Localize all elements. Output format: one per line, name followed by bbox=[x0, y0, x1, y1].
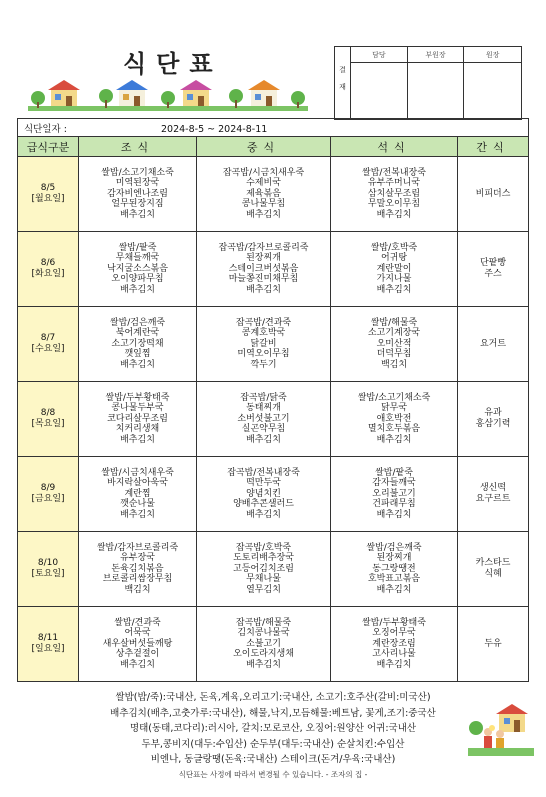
menu-item: 오미산적 bbox=[376, 338, 412, 349]
menu-item: 열무김치 bbox=[246, 584, 281, 595]
menu-item: 계란말이 bbox=[376, 263, 412, 274]
origin-line: 비엔나, 동글랑땡(돈육:국내산) 스테이크(돈겨/우육:국내산) bbox=[150, 754, 396, 765]
menu-item: 주스 bbox=[484, 269, 502, 279]
menu-item: 잡곡밥/해물죽 bbox=[235, 617, 292, 628]
day-row bbox=[18, 607, 529, 682]
day-date: 8/7 bbox=[40, 333, 56, 344]
menu-item: 어귀탕 bbox=[380, 253, 408, 264]
date-row bbox=[18, 119, 529, 137]
day-weekday: [금요일] bbox=[31, 494, 65, 504]
menu-item: 콩나물두부국 bbox=[111, 403, 164, 414]
col-header-category: 급식구분 bbox=[18, 137, 79, 157]
day-row bbox=[18, 157, 529, 232]
breakfast-cell bbox=[79, 457, 197, 532]
menu-item: 쌀밥/해물죽 bbox=[370, 317, 418, 328]
menu-item: 된장찌개 bbox=[246, 253, 281, 264]
dinner-cell bbox=[331, 232, 458, 307]
menu-item: 동그랑땡전 bbox=[372, 563, 416, 574]
menu-item: 쌀밥/감자브로콜리죽 bbox=[96, 542, 179, 553]
dinner-cell bbox=[331, 382, 458, 457]
menu-item: 된장찌개 bbox=[376, 553, 412, 564]
menu-item: 소고기계장국 bbox=[367, 328, 421, 339]
menu-item: 쌀밥/호박죽 bbox=[370, 242, 418, 253]
approval-col-staff: 담당 bbox=[351, 47, 408, 63]
meal-table bbox=[17, 118, 529, 682]
approval-col-director: 원장 bbox=[464, 47, 521, 63]
menu-item: 쌀밥/시금치새우죽 bbox=[101, 467, 174, 478]
day-date: 8/8 bbox=[40, 408, 56, 419]
snack-cell bbox=[458, 382, 529, 457]
menu-item: 오징어무국 bbox=[372, 628, 416, 639]
menu-item: 오이양파무침 bbox=[111, 274, 164, 285]
menu-item: 유부주머니국 bbox=[367, 178, 421, 189]
menu-item: 소버섯불고기 bbox=[237, 413, 290, 424]
menu-item: 김치콩나물국 bbox=[237, 628, 290, 639]
col-header-breakfast: 조식 bbox=[79, 137, 197, 157]
menu-item: 비피더스 bbox=[475, 188, 511, 199]
dinner-cell bbox=[331, 157, 458, 232]
breakfast-cell bbox=[79, 232, 197, 307]
menu-item: 쌀밥/팥죽 bbox=[375, 467, 413, 478]
menu-item: 배추김치 bbox=[246, 209, 281, 220]
approval-box bbox=[334, 46, 522, 120]
menu-item: 배추김치 bbox=[246, 284, 281, 295]
menu-item: 깻순나물 bbox=[120, 499, 155, 510]
menu-item: 감자들깨국 bbox=[372, 478, 416, 489]
menu-item: 어묵국 bbox=[124, 628, 151, 639]
menu-item: 소불고기 bbox=[246, 638, 281, 649]
menu-item: 잡곡밥/전복내장죽 bbox=[227, 467, 300, 478]
day-date: 8/10 bbox=[37, 558, 59, 569]
menu-item: 무채나물 bbox=[246, 574, 281, 585]
menu-item: 애호박전 bbox=[376, 413, 412, 424]
menu-item: 닭무국 bbox=[380, 403, 408, 414]
origin-line: 쌀밥(밥/죽):국내산, 돈육,계육,오리고기:국내산, 소고기:호주산(갈비:미국산) bbox=[115, 692, 431, 703]
day-row bbox=[18, 382, 529, 457]
menu-item: 백김치 bbox=[380, 359, 408, 370]
day-cell bbox=[18, 157, 79, 232]
snack-cell bbox=[458, 532, 529, 607]
menu-item: 쌀밥/두부황태죽 bbox=[105, 392, 170, 403]
approval-col-vice: 부원장 bbox=[408, 47, 465, 63]
menu-item: 도토리배추장국 bbox=[233, 553, 294, 564]
day-cell bbox=[18, 532, 79, 607]
day-weekday: [월요일] bbox=[31, 194, 65, 204]
menu-item: 생신떡 bbox=[479, 483, 507, 494]
breakfast-cell bbox=[79, 607, 197, 682]
day-date: 8/6 bbox=[40, 258, 56, 269]
menu-item: 무채들깨국 bbox=[115, 253, 160, 264]
menu-item: 계란장조림 bbox=[372, 638, 416, 649]
menu-item: 마늘쫑진미채무침 bbox=[228, 274, 299, 285]
approval-sign-staff[interactable] bbox=[351, 63, 408, 119]
houses-illustration bbox=[28, 76, 308, 112]
snack-cell bbox=[458, 157, 529, 232]
breakfast-cell bbox=[79, 532, 197, 607]
header bbox=[0, 0, 546, 118]
menu-item: 건파래무침 bbox=[372, 499, 416, 510]
menu-item: 요구르트 bbox=[475, 494, 511, 504]
menu-item: 배추김치 bbox=[246, 434, 281, 445]
day-weekday: [수요일] bbox=[31, 344, 65, 354]
day-cell bbox=[18, 607, 79, 682]
date-label: 식단일자 : bbox=[24, 123, 67, 135]
day-date: 8/9 bbox=[40, 483, 56, 494]
menu-item: 배추김치 bbox=[246, 659, 281, 670]
menu-item: 쌀밥/검은깨죽 bbox=[109, 317, 166, 328]
menu-item: 낙지굴소스볶음 bbox=[107, 263, 168, 274]
snack-cell bbox=[458, 232, 529, 307]
approval-sign-vice[interactable] bbox=[408, 63, 465, 119]
menu-item: 스테이크버섯볶음 bbox=[228, 263, 299, 274]
snack-cell bbox=[458, 307, 529, 382]
menu-item: 배추김치 bbox=[376, 509, 412, 520]
dinner-cell bbox=[331, 307, 458, 382]
day-date: 8/5 bbox=[40, 183, 56, 194]
menu-item: 돈육김치볶음 bbox=[111, 563, 164, 574]
menu-item: 쌀밥/견과죽 bbox=[114, 617, 161, 628]
footer bbox=[0, 690, 546, 780]
menu-item: 감자비엔나조림 bbox=[107, 188, 168, 199]
menu-item: 배추김치 bbox=[376, 659, 412, 670]
menu-item: 오이도라지생채 bbox=[233, 649, 294, 660]
day-row bbox=[18, 232, 529, 307]
menu-item: 닭갈비 bbox=[250, 338, 277, 349]
origin-line: 명태(동태,코다리):러시아, 갈치:모로코산, 오징어:원양산 어귀:국내산 bbox=[129, 723, 417, 734]
menu-item: 요거트 bbox=[479, 338, 507, 349]
menu-item: 배추김치 bbox=[120, 209, 155, 220]
menu-item: 쌀밥/두부황태죽 bbox=[362, 617, 426, 628]
day-weekday: [화요일] bbox=[31, 269, 65, 279]
lunch-cell bbox=[197, 307, 331, 382]
dinner-cell bbox=[331, 532, 458, 607]
menu-item: 배추김치 bbox=[120, 284, 155, 295]
day-weekday: [일요일] bbox=[31, 644, 65, 654]
day-weekday: [토요일] bbox=[31, 569, 65, 579]
footer-note: 식단표는 사정에 따라서 변경될 수 있습니다. - 조자의 집 - bbox=[178, 769, 368, 779]
menu-item: 배추김치 bbox=[120, 659, 155, 670]
menu-item: 배추김치 bbox=[246, 509, 281, 520]
origin-line: 배추김치(배추,고춧가루:국내산), 해물,낙지,모듬해물:베트남, 꽃게,조기:중국산 bbox=[110, 707, 436, 719]
menu-item: 유과 bbox=[484, 408, 502, 419]
menu-item: 배추김치 bbox=[376, 584, 412, 595]
menu-item: 실곤약무침 bbox=[241, 424, 286, 435]
day-weekday: [목요일] bbox=[31, 419, 65, 429]
lunch-cell bbox=[197, 457, 331, 532]
breakfast-cell bbox=[79, 382, 197, 457]
day-row bbox=[18, 457, 529, 532]
day-row bbox=[18, 307, 529, 382]
menu-item: 쌀밥/검은깨죽 bbox=[366, 542, 422, 553]
menu-item: 쌀밥/팥죽 bbox=[118, 242, 157, 253]
menu-item: 잡곡밥/감자브로콜리죽 bbox=[218, 242, 309, 253]
menu-item: 카스타드 bbox=[475, 558, 511, 569]
menu-item: 브로콜리쌈장무침 bbox=[102, 574, 173, 585]
menu-item: 미역된장국 bbox=[115, 178, 160, 189]
menu-item: 홍삼기력 bbox=[475, 419, 511, 429]
menu-item: 얼무된장지짐 bbox=[111, 199, 164, 210]
menu-item: 잡곡밥/닭죽 bbox=[240, 392, 287, 403]
menu-item: 계란찜 bbox=[124, 488, 151, 499]
menu-item: 깻잎찜 bbox=[124, 349, 151, 360]
menu-item: 유부장국 bbox=[120, 553, 155, 564]
menu-item: 떡만두국 bbox=[246, 478, 281, 489]
menu-item: 백김치 bbox=[124, 584, 151, 595]
page-title: 식단표 bbox=[123, 50, 223, 78]
elderly-couple-illustration bbox=[468, 704, 534, 756]
menu-item: 식혜 bbox=[484, 569, 502, 579]
menu-item: 소고기장떡채 bbox=[111, 338, 164, 349]
menu-item: 오리불고기 bbox=[372, 488, 416, 499]
dinner-cell bbox=[331, 457, 458, 532]
menu-item: 바지락살아욱국 bbox=[107, 478, 168, 489]
menu-item: 잡곡밥/견과죽 bbox=[235, 317, 292, 328]
menu-item: 삼치살무조림 bbox=[367, 188, 421, 199]
menu-item: 콩나물무침 bbox=[241, 199, 286, 210]
day-date: 8/11 bbox=[37, 633, 59, 644]
menu-item: 콩계호박국 bbox=[241, 328, 286, 339]
menu-item: 상추겉절이 bbox=[115, 649, 160, 660]
column-header-row bbox=[18, 137, 529, 157]
menu-item: 무말오이무침 bbox=[367, 199, 421, 210]
lunch-cell bbox=[197, 157, 331, 232]
menu-item: 쌀밥/소고기채소죽 bbox=[101, 167, 174, 178]
menu-item: 단팥빵 bbox=[479, 258, 507, 269]
menu-item: 깍두기 bbox=[250, 359, 277, 370]
day-cell bbox=[18, 307, 79, 382]
menu-item: 잡곡밥/호박죽 bbox=[235, 542, 292, 553]
menu-item: 제육볶음 bbox=[246, 188, 281, 199]
menu-item: 잡곡밥/시금치새우죽 bbox=[222, 167, 305, 178]
breakfast-cell bbox=[79, 307, 197, 382]
menu-item: 배추김치 bbox=[120, 509, 155, 520]
breakfast-cell bbox=[79, 157, 197, 232]
snack-cell bbox=[458, 607, 529, 682]
col-header-snack: 간식 bbox=[458, 137, 529, 157]
menu-item: 동태찌개 bbox=[246, 403, 281, 414]
menu-item: 고등어김치조림 bbox=[233, 563, 294, 574]
menu-item: 더덕무침 bbox=[376, 349, 412, 360]
menu-item: 가지나물 bbox=[376, 274, 412, 285]
menu-item: 양념치킨 bbox=[246, 488, 281, 499]
menu-item: 배추김치 bbox=[120, 359, 155, 370]
lunch-cell bbox=[197, 607, 331, 682]
menu-item: 미역오이무침 bbox=[237, 349, 290, 360]
lunch-cell bbox=[197, 532, 331, 607]
menu-item: 배추김치 bbox=[120, 434, 155, 445]
menu-item: 고사리나물 bbox=[372, 649, 416, 660]
menu-item: 멸치호두볶음 bbox=[367, 424, 421, 435]
menu-item: 호박표고볶음 bbox=[367, 574, 421, 585]
snack-cell bbox=[458, 457, 529, 532]
dinner-cell bbox=[331, 607, 458, 682]
menu-item: 쌀밥/전복내장죽 bbox=[362, 167, 426, 178]
day-cell bbox=[18, 382, 79, 457]
menu-item: 쌀밥/소고기채소죽 bbox=[357, 392, 431, 403]
day-cell bbox=[18, 232, 79, 307]
menu-item: 치커리생채 bbox=[115, 424, 160, 435]
col-header-dinner: 석식 bbox=[331, 137, 458, 157]
day-cell bbox=[18, 457, 79, 532]
menu-item: 새우살버섯들깨탕 bbox=[102, 638, 173, 649]
date-range: 2024-8-5 ~ 2024-8-11 bbox=[161, 123, 268, 135]
menu-item: 수제비국 bbox=[246, 178, 281, 189]
menu-item: 배추김치 bbox=[376, 284, 412, 295]
col-header-lunch: 중식 bbox=[197, 137, 331, 157]
menu-item: 배추김치 bbox=[376, 434, 412, 445]
lunch-cell bbox=[197, 232, 331, 307]
day-row bbox=[18, 532, 529, 607]
menu-item: 두유 bbox=[484, 638, 502, 649]
menu-item: 코다리살무조림 bbox=[107, 413, 168, 424]
menu-item: 북어계란국 bbox=[115, 328, 160, 339]
lunch-cell bbox=[197, 382, 331, 457]
origin-line: 두부,콩비지(대두:수입산) 순두부(대두:국내산) 순살치킨:수입산 bbox=[141, 738, 405, 750]
approval-label: 결재 bbox=[335, 47, 351, 119]
menu-item: 배추김치 bbox=[376, 209, 412, 220]
menu-item: 양배추콘샐러드 bbox=[233, 499, 294, 510]
approval-sign-director[interactable] bbox=[464, 63, 521, 119]
